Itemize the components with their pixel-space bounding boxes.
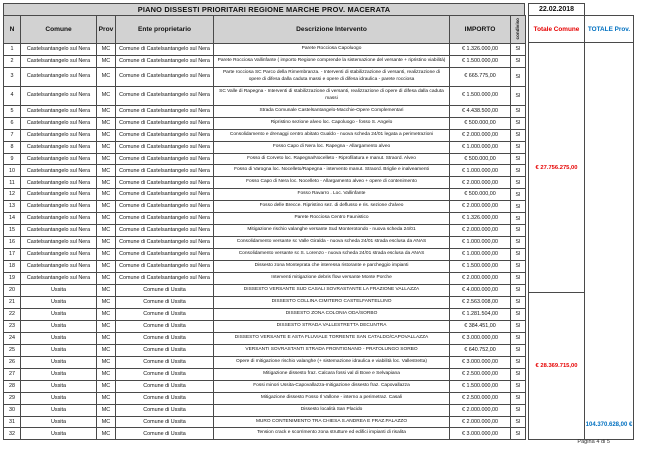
cell-importo: € 3.000.000,00 <box>450 428 511 440</box>
cell-prov: MC <box>97 344 116 356</box>
cell-comune: Ussita <box>21 285 97 297</box>
cell-importo: € 1.000.000,00 <box>450 249 511 261</box>
table-row <box>4 368 526 380</box>
cell-descrizione: Strada Comunale Castelsantangelo-Macchie-Opere Complementari <box>214 105 450 117</box>
cell-descrizione: Parete Rocciosa Vallinfante ( importo Regione comprende la sistemazione del versante + ripristino viabilità) <box>214 55 450 67</box>
cell-comune: Castelsantangelo sul Nera <box>21 165 97 177</box>
cell-condiviso: SI <box>511 332 526 344</box>
cell-prov: MC <box>97 356 116 368</box>
cell-ente: Comune di Castelsantangelo sul Nera <box>116 237 214 249</box>
cell-prov: MC <box>97 404 116 416</box>
cell-prov: MC <box>97 225 116 237</box>
cell-prov: MC <box>97 189 116 201</box>
table-row <box>4 153 526 165</box>
cell-prov: MC <box>97 153 116 165</box>
table-row <box>4 356 526 368</box>
cell-comune: Ussita <box>21 392 97 404</box>
totale-comune-column <box>528 3 585 440</box>
cell-importo: € 665.775,00 <box>450 67 511 86</box>
cell-ente: Comune di Ussita <box>116 404 214 416</box>
cell-comune: Castelsantangelo sul Nera <box>21 237 97 249</box>
cell-condiviso: SI <box>511 380 526 392</box>
table-row <box>4 380 526 392</box>
cell-condiviso: SI <box>511 201 526 213</box>
cell-n: 1 <box>4 44 21 56</box>
cell-n: 19 <box>4 273 21 285</box>
cell-importo: € 1.500.000,00 <box>450 86 511 105</box>
cell-n: 16 <box>4 237 21 249</box>
cell-ente: Comune di Ussita <box>116 332 214 344</box>
cell-n: 5 <box>4 105 21 117</box>
cell-descrizione: Interventi mitigazione debris flow versante Monte Porche <box>214 273 450 285</box>
col-header-comune: Comune <box>21 16 97 44</box>
table-row <box>4 308 526 320</box>
cell-condiviso: SI <box>511 392 526 404</box>
table-row <box>4 189 526 201</box>
cell-descrizione: Dissesto zona Monteprata che interessa ristorante e parcheggio impianti <box>214 261 450 273</box>
cell-descrizione: SC Valle di Rapegna - Interventi di stabilizzazione di versanti, realizzazione di opere di difesa dalla caduta massi <box>214 86 450 105</box>
cell-importo: € 4.000.000,00 <box>450 285 511 297</box>
cell-importo: € 2.000.000,00 <box>450 201 511 213</box>
cell-comune: Ussita <box>21 428 97 440</box>
cell-condiviso: SI <box>511 368 526 380</box>
cell-comune: Ussita <box>21 368 97 380</box>
cell-ente: Comune di Ussita <box>116 392 214 404</box>
table-row <box>4 261 526 273</box>
table-row <box>4 86 526 105</box>
cell-ente: Comune di Castelsantangelo sul Nera <box>116 225 214 237</box>
cell-condiviso: SI <box>511 189 526 201</box>
date-label: 22.02.2018 <box>528 3 585 16</box>
cell-condiviso: SI <box>511 86 526 105</box>
cell-descrizione: Dissesto località San Placido <box>214 404 450 416</box>
table-row <box>4 296 526 308</box>
cell-descrizione: Fossi minori Ussita-Capovallazza-mitigazione dissesto fraz. Capovallazza <box>214 380 450 392</box>
cell-comune: Ussita <box>21 416 97 428</box>
cell-descrizione: Tension crack e scorrimento zona strutture ed edifici impianti di risalita <box>214 428 450 440</box>
cell-importo: € 2.563.008,00 <box>450 296 511 308</box>
cell-ente: Comune di Castelsantangelo sul Nera <box>116 189 214 201</box>
cell-importo: € 640.752,00 <box>450 344 511 356</box>
page-number: Pagina 4 di 5 <box>577 439 610 445</box>
cell-condiviso: SI <box>511 344 526 356</box>
cell-n: 10 <box>4 165 21 177</box>
cell-importo: € 1.500.000,00 <box>450 380 511 392</box>
cell-condiviso: SI <box>511 416 526 428</box>
cell-comune: Castelsantangelo sul Nera <box>21 86 97 105</box>
table-row <box>4 344 526 356</box>
page-title: PIANO DISSESTI PRIORITARI REGIONE MARCHE PROV. MACERATA <box>3 3 525 16</box>
cell-descrizione: Fosso Ravarro . Loc. Vallinfante <box>214 189 450 201</box>
dissesti-table <box>3 15 526 440</box>
cell-ente: Comune di Castelsantangelo sul Nera <box>116 273 214 285</box>
cell-n: 29 <box>4 392 21 404</box>
table-row <box>4 428 526 440</box>
table-row <box>4 285 526 297</box>
table-row <box>4 404 526 416</box>
cell-ente: Comune di Ussita <box>116 344 214 356</box>
cell-descrizione: Parete Rocciosa Capoluogo <box>214 44 450 56</box>
cell-descrizione: Mitigazione rischio valanghe versante Sud Monterotondo - nuova scheda 24/01 <box>214 225 450 237</box>
cell-comune: Ussita <box>21 344 97 356</box>
cell-condiviso: SI <box>511 428 526 440</box>
cell-descrizione: Consolidamento e drenaggi centro abitato Gualdo - nuova scheda 24/01 legata a perimetrazioni <box>214 129 450 141</box>
table-layout <box>3 3 634 440</box>
cell-condiviso: SI <box>511 273 526 285</box>
cell-n: 17 <box>4 249 21 261</box>
cell-descrizione: Fosso di Varogna loc. Nocelleto/Rapegna - intervento manut. Straord. Briglie e inalveamenti <box>214 165 450 177</box>
cell-comune: Castelsantangelo sul Nera <box>21 44 97 56</box>
table-row <box>4 249 526 261</box>
cell-n: 3 <box>4 67 21 86</box>
cell-prov: MC <box>97 165 116 177</box>
cell-ente: Comune di Ussita <box>116 368 214 380</box>
cell-importo: € 2.000.000,00 <box>450 404 511 416</box>
cell-ente: Comune di Ussita <box>116 380 214 392</box>
cell-condiviso: SI <box>511 237 526 249</box>
cell-prov: MC <box>97 320 116 332</box>
cell-importo: € 2.000.000,00 <box>450 416 511 428</box>
cell-comune: Ussita <box>21 308 97 320</box>
cell-importo: € 2.000.000,00 <box>450 129 511 141</box>
cell-descrizione: MURO CONTENIMENTO TRA CHIESA S.ANDREA E FRAZ.PALAZZO <box>214 416 450 428</box>
cell-descrizione: Fosso Capo di Nera loc. Nocelleto - Allargamento alveo + opere di contenimento <box>214 177 450 189</box>
cell-prov: MC <box>97 177 116 189</box>
cell-ente: Comune di Castelsantangelo sul Nera <box>116 201 214 213</box>
cell-comune: Castelsantangelo sul Nera <box>21 105 97 117</box>
col-header-totale-comune: Totale Comune <box>528 15 585 43</box>
cell-n: 20 <box>4 285 21 297</box>
cell-comune: Castelsantangelo sul Nera <box>21 261 97 273</box>
table-row <box>4 55 526 67</box>
cell-n: 18 <box>4 261 21 273</box>
main-table-area <box>3 3 525 440</box>
cell-ente: Comune di Castelsantangelo sul Nera <box>116 86 214 105</box>
cell-importo: € 2.000.000,00 <box>450 177 511 189</box>
cell-ente: Comune di Castelsantangelo sul Nera <box>116 141 214 153</box>
cell-importo: € 3.000.000,00 <box>450 332 511 344</box>
cell-condiviso: SI <box>511 129 526 141</box>
table-row <box>4 332 526 344</box>
cell-n: 22 <box>4 308 21 320</box>
cell-prov: MC <box>97 261 116 273</box>
cell-condiviso: SI <box>511 356 526 368</box>
table-row <box>4 213 526 225</box>
cell-condiviso: SI <box>511 213 526 225</box>
cell-n: 32 <box>4 428 21 440</box>
cell-descrizione: Ripristino sezione alveo loc. Capoluogo - fosso S. Angelo <box>214 117 450 129</box>
cell-comune: Castelsantangelo sul Nera <box>21 177 97 189</box>
cell-importo: € 500.000,00 <box>450 153 511 165</box>
cell-n: 6 <box>4 117 21 129</box>
cell-n: 15 <box>4 225 21 237</box>
cell-ente: Comune di Ussita <box>116 285 214 297</box>
cell-condiviso: SI <box>511 225 526 237</box>
cell-descrizione: Consolidamento versante sc S. Lorenzo - nuova scheda 24/01 strada esclusa da ANAS <box>214 249 450 261</box>
cell-prov: MC <box>97 237 116 249</box>
cell-ente: Comune di Castelsantangelo sul Nera <box>116 153 214 165</box>
cell-ente: Comune di Castelsantangelo sul Nera <box>116 177 214 189</box>
cell-condiviso: SI <box>511 296 526 308</box>
cell-n: 8 <box>4 141 21 153</box>
table-row <box>4 237 526 249</box>
totale-comune-ussita <box>528 292 585 440</box>
cell-prov: MC <box>97 117 116 129</box>
cell-prov: MC <box>97 296 116 308</box>
col-header-condiviso <box>511 16 526 44</box>
cell-condiviso: SI <box>511 67 526 86</box>
cell-prov: MC <box>97 213 116 225</box>
cell-comune: Ussita <box>21 380 97 392</box>
cell-n: 12 <box>4 189 21 201</box>
cell-prov: MC <box>97 416 116 428</box>
cell-comune: Castelsantangelo sul Nera <box>21 117 97 129</box>
table-row <box>4 67 526 86</box>
col-header-ente: Ente proprietario <box>116 16 214 44</box>
totale-comune-castelsantangelo-value: € 27.756.275,00 <box>535 164 578 171</box>
cell-comune: Castelsantangelo sul Nera <box>21 273 97 285</box>
table-row <box>4 201 526 213</box>
cell-condiviso: SI <box>511 320 526 332</box>
col-header-n: N <box>4 16 21 44</box>
cell-ente: Comune di Castelsantangelo sul Nera <box>116 261 214 273</box>
cell-condiviso: SI <box>511 177 526 189</box>
cell-comune: Ussita <box>21 332 97 344</box>
cell-condiviso: SI <box>511 55 526 67</box>
cell-n: 23 <box>4 320 21 332</box>
cell-ente: Comune di Ussita <box>116 356 214 368</box>
cell-prov: MC <box>97 67 116 86</box>
cell-descrizione: Fosso Capo di Nera loc. Rapegna - Allargamento alveo <box>214 141 450 153</box>
cell-ente: Comune di Castelsantangelo sul Nera <box>116 165 214 177</box>
cell-importo: € 2.500.000,00 <box>450 392 511 404</box>
cell-importo: € 1.326.000,00 <box>450 213 511 225</box>
table-row <box>4 141 526 153</box>
cell-condiviso: SI <box>511 249 526 261</box>
table-row <box>4 416 526 428</box>
cell-n: 26 <box>4 356 21 368</box>
cell-condiviso: SI <box>511 141 526 153</box>
cell-descrizione: DISSESTO VERSANTE SUD CASALI SOVRASTANTE LA FRAZIONE VALLAZZA <box>214 285 450 297</box>
cell-importo: € 1.500.000,00 <box>450 55 511 67</box>
cell-prov: MC <box>97 129 116 141</box>
col-header-importo: IMPORTO <box>450 16 511 44</box>
cell-descrizione: Mitigazione dissesto Fosso Il Vallone - interno a perimetraz. Casali <box>214 392 450 404</box>
table-row <box>4 105 526 117</box>
cell-ente: Comune di Ussita <box>116 320 214 332</box>
cell-importo: € 2.000.000,00 <box>450 225 511 237</box>
cell-importo: € 500.000,00 <box>450 117 511 129</box>
cell-prov: MC <box>97 201 116 213</box>
cell-condiviso: SI <box>511 404 526 416</box>
table-row <box>4 392 526 404</box>
cell-importo: € 1.000.000,00 <box>450 237 511 249</box>
cell-comune: Castelsantangelo sul Nera <box>21 153 97 165</box>
cell-prov: MC <box>97 86 116 105</box>
cell-condiviso: SI <box>511 285 526 297</box>
cell-importo: € 1.281.504,00 <box>450 308 511 320</box>
cell-descrizione: Fosso delle Brecce. Ripristino sez. di deflusso e ris. sezione d'alveo <box>214 201 450 213</box>
col-header-descrizione: Descrizione Intervento <box>214 16 450 44</box>
cell-comune: Castelsantangelo sul Nera <box>21 141 97 153</box>
cell-comune: Castelsantangelo sul Nera <box>21 55 97 67</box>
cell-comune: Castelsantangelo sul Nera <box>21 67 97 86</box>
cell-n: 11 <box>4 177 21 189</box>
cell-importo: € 2.500.000,00 <box>450 368 511 380</box>
cell-prov: MC <box>97 332 116 344</box>
cell-comune: Castelsantangelo sul Nera <box>21 201 97 213</box>
cell-importo: € 4.438.500,00 <box>450 105 511 117</box>
cell-importo: € 1.326.000,00 <box>450 44 511 56</box>
cell-ente: Comune di Ussita <box>116 428 214 440</box>
cell-ente: Comune di Ussita <box>116 296 214 308</box>
cell-n: 7 <box>4 129 21 141</box>
totale-prov-column <box>585 3 634 440</box>
cell-descrizione: Mitigazione dissesto fraz. Calcara fossi val di Bove e Selvapiana <box>214 368 450 380</box>
cell-ente: Comune di Castelsantangelo sul Nera <box>116 55 214 67</box>
cell-descrizione: Opere di mitigazione rischio valanghe (+ sistemazione idraulica e viabilità loc. Vallestretta) <box>214 356 450 368</box>
col-header-condiviso-label: condiviso <box>514 17 520 40</box>
cell-descrizione: Consolidamento versante sc Valle Giralda - nuova scheda 24/01 strada esclusa da ANAS <box>214 237 450 249</box>
cell-prov: MC <box>97 249 116 261</box>
col-header-totale-prov: TOTALE Prov. <box>585 15 634 43</box>
cell-n: 13 <box>4 201 21 213</box>
cell-descrizione: Parete Rocciosa Centro Faunistico <box>214 213 450 225</box>
cell-importo: € 3.000.000,00 <box>450 356 511 368</box>
cell-descrizione: VERSANTI SOVRASTANTI STRADA FRONTIGNANO - PRATOLUNGO SORBO <box>214 344 450 356</box>
table-row <box>4 129 526 141</box>
cell-condiviso: SI <box>511 105 526 117</box>
cell-ente: Comune di Castelsantangelo sul Nera <box>116 213 214 225</box>
cell-ente: Comune di Ussita <box>116 416 214 428</box>
cell-n: 14 <box>4 213 21 225</box>
cell-descrizione: DISSESTO ZONA COLONIA ODA/SORBO <box>214 308 450 320</box>
cell-prov: MC <box>97 392 116 404</box>
cell-prov: MC <box>97 380 116 392</box>
cell-comune: Castelsantangelo sul Nera <box>21 213 97 225</box>
cell-condiviso: SI <box>511 44 526 56</box>
cell-descrizione: Parte rocciosa SC Parco della Rimembranza. - Interventi di stabilizzazione di versanti, realizzazione di opere di difesa dalla caduta massi e opere di difesa idraulica - parete rocciosa <box>214 67 450 86</box>
cell-importo: € 384.451,00 <box>450 320 511 332</box>
cell-comune: Ussita <box>21 356 97 368</box>
cell-ente: Comune di Castelsantangelo sul Nera <box>116 67 214 86</box>
cell-importo: € 2.000.000,00 <box>450 273 511 285</box>
table-row <box>4 44 526 56</box>
cell-comune: Castelsantangelo sul Nera <box>21 129 97 141</box>
cell-n: 31 <box>4 416 21 428</box>
cell-prov: MC <box>97 273 116 285</box>
table-row <box>4 177 526 189</box>
cell-n: 9 <box>4 153 21 165</box>
cell-comune: Castelsantangelo sul Nera <box>21 249 97 261</box>
table-row <box>4 273 526 285</box>
totale-prov-value: 104.370.628,00 € <box>585 422 633 429</box>
totale-prov-cell <box>585 42 634 440</box>
cell-prov: MC <box>97 368 116 380</box>
cell-condiviso: SI <box>511 308 526 320</box>
cell-n: 25 <box>4 344 21 356</box>
cell-n: 21 <box>4 296 21 308</box>
cell-importo: € 500.000,00 <box>450 189 511 201</box>
cell-descrizione: DISSESTO STRADA VALLESTRETTA DECUNTRA <box>214 320 450 332</box>
header-row <box>4 16 526 44</box>
cell-comune: Ussita <box>21 296 97 308</box>
cell-ente: Comune di Ussita <box>116 308 214 320</box>
cell-condiviso: SI <box>511 117 526 129</box>
cell-condiviso: SI <box>511 165 526 177</box>
cell-ente: Comune di Castelsantangelo sul Nera <box>116 105 214 117</box>
cell-prov: MC <box>97 141 116 153</box>
cell-importo: € 1.000.000,00 <box>450 165 511 177</box>
table-row <box>4 165 526 177</box>
cell-comune: Ussita <box>21 320 97 332</box>
cell-n: 30 <box>4 404 21 416</box>
cell-descrizione: DISSESTO COLLINA CIMITERO CASTELFANTELLINO <box>214 296 450 308</box>
cell-n: 2 <box>4 55 21 67</box>
cell-prov: MC <box>97 44 116 56</box>
table-row <box>4 320 526 332</box>
cell-prov: MC <box>97 308 116 320</box>
cell-prov: MC <box>97 285 116 297</box>
cell-ente: Comune di Castelsantangelo sul Nera <box>116 129 214 141</box>
cell-n: 27 <box>4 368 21 380</box>
table-row <box>4 117 526 129</box>
cell-n: 4 <box>4 86 21 105</box>
cell-prov: MC <box>97 105 116 117</box>
col-header-prov: Prov <box>97 16 116 44</box>
totale-comune-castelsantangelo <box>528 42 585 293</box>
cell-comune: Castelsantangelo sul Nera <box>21 225 97 237</box>
cell-comune: Castelsantangelo sul Nera <box>21 189 97 201</box>
cell-condiviso: SI <box>511 261 526 273</box>
cell-condiviso: SI <box>511 153 526 165</box>
cell-prov: MC <box>97 428 116 440</box>
cell-importo: € 1.000.000,00 <box>450 141 511 153</box>
cell-n: 24 <box>4 332 21 344</box>
table-row <box>4 225 526 237</box>
cell-ente: Comune di Castelsantangelo sul Nera <box>116 117 214 129</box>
cell-descrizione: DISSESTO VERSANTE E ASTA FLUVIALE TORRENTE SAN CATALDO/CAPOVALLAZZA <box>214 332 450 344</box>
cell-ente: Comune di Castelsantangelo sul Nera <box>116 44 214 56</box>
cell-comune: Ussita <box>21 404 97 416</box>
cell-prov: MC <box>97 55 116 67</box>
cell-n: 28 <box>4 380 21 392</box>
cell-ente: Comune di Castelsantangelo sul Nera <box>116 249 214 261</box>
cell-importo: € 1.500.000,00 <box>450 261 511 273</box>
cell-descrizione: Fosso di Corveto loc. Rapegna/Nocelleto - Riprofilatura e manut. Straord. Alveo <box>214 153 450 165</box>
totale-comune-ussita-value: € 28.369.715,00 <box>535 363 578 370</box>
